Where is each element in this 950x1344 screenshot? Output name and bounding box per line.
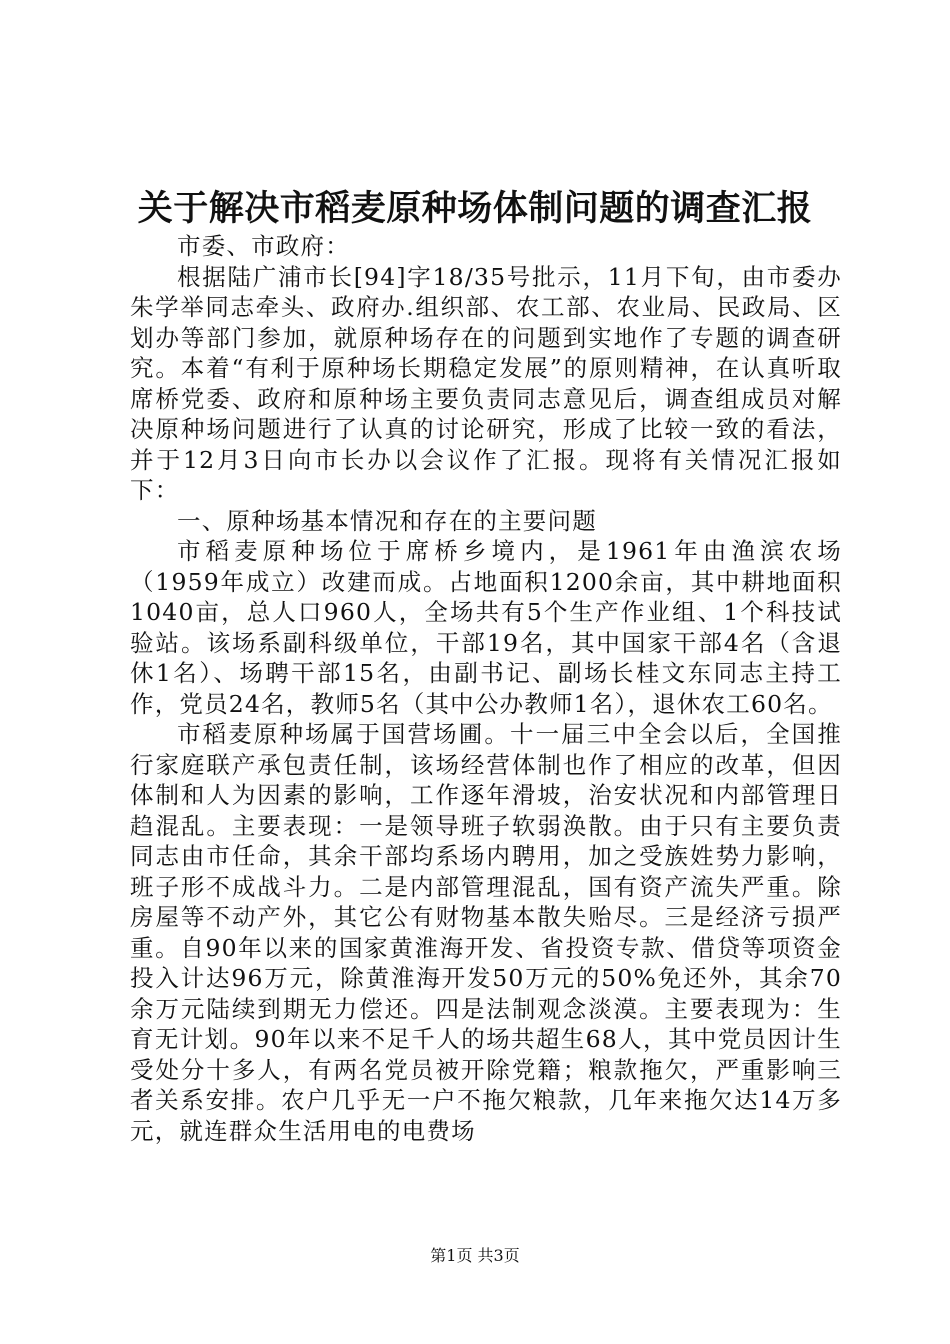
document-body — [130, 231, 842, 1146]
intro-paragraph: 根据陆广浦市长[94]字18/35号批示，11月下旬，由市委办朱学举同志牵头、政府办.组织部、农工部、农业局、民政局、区划办等部门参加，就原种场存在的问题到实地作了专题的调查研究。本着“有利于原种场长期稳定发展”的原则精神，在认真听取席桥党委、政府和原种场主要负责同志意见后，调查组成员对解决原种场问题进行了认真的讨论研究，形成了比较一致的看法，并于12月3日向市长办以会议作了汇报。现将有关情况汇报如下： — [130, 262, 842, 504]
document-title: 关于解决市稻麦原种场体制问题的调查汇报 — [137, 188, 813, 229]
section-heading: 一、原种场基本情况和存在的主要问题 — [177, 506, 597, 535]
section-paragraph-1: 市稻麦原种场位于席桥乡境内，是1961年由渔滨农场（1959年成立）改建而成。占地面积1200余亩，其中耕地面积1040亩，总人口960人，全场共有5个生产作业组、1个科技试验站。该场系副科级单位，干部19名，其中国家干部4名（含退休1名）、场聘干部15名，由副书记、副场长桂文东同志主持工作，党员24名，教师5名（其中公办教师1名），退休农工60名。 — [130, 537, 842, 718]
salutation: 市委、市政府： — [177, 232, 350, 260]
section-paragraph-2: 市稻麦原种场属于国营场圃。十一届三中全会以后，全国推行家庭联产承包责任制，该场经营体制也作了相应的改革，但因体制和人为因素的影响，工作逐年滑坡，治安状况和内部管理日趋混乱。主要表现：一是领导班子软弱涣散。由于只有主要负责同志由市任命，其余干部均系场内聘用，加之受族姓势力影响，班子形不成战斗力。二是内部管理混乱，国有资产流失严重。除房屋等不动产外，其它公有财物基本散失贻尽。三是经济亏损严重。自90年以来的国家黄淮海开发、省投资专款、借贷等项资金投入计达96万元，除黄淮海开发50万元的50%免还外，其余70余万元陆续到期无力偿还。四是法制观念淡漠。主要表现为：生育无计划。90年以来不足千人的场共超生68人，其中党员因计生受处分十多人，有两名党员被开除党籍；粮款拖欠，严重影响三者关系安排。农户几乎无一户不拖欠粮款，几年来拖欠达14万多元，就连群众生活用电的电费场 — [130, 720, 842, 1145]
page-footer: 第1页 共3页 — [430, 1246, 520, 1265]
